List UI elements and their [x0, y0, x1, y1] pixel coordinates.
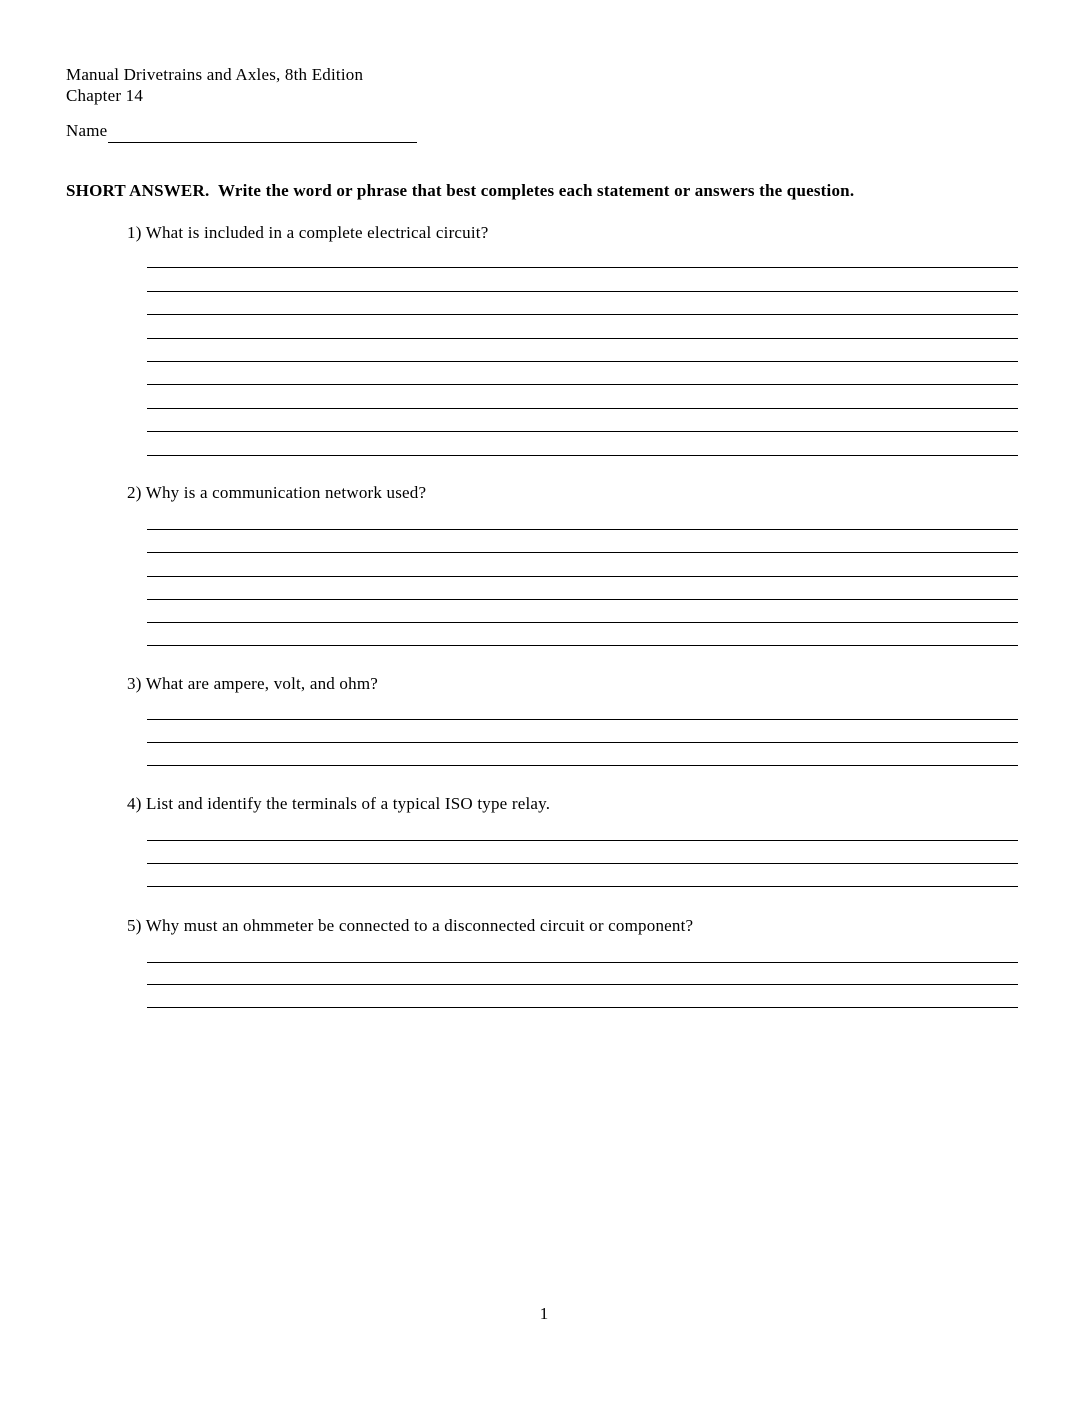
answer-line[interactable] — [147, 963, 1018, 986]
answer-line[interactable] — [147, 623, 1018, 646]
answer-line[interactable] — [147, 743, 1018, 766]
answer-line[interactable] — [147, 697, 1018, 720]
answer-lines-group — [147, 697, 1018, 766]
chapter-label: Chapter 14 — [66, 86, 144, 105]
answer-line[interactable] — [147, 315, 1018, 338]
question-text: 4) List and identify the terminals of a typical ISO type relay. — [127, 794, 551, 813]
question-text: 1) What is included in a complete electrical circuit? — [127, 223, 489, 242]
answer-line[interactable] — [147, 841, 1018, 864]
question-text: 5) Why must an ohmmeter be connected to a disconnected circuit or component? — [127, 916, 694, 935]
answer-line[interactable] — [147, 864, 1018, 887]
page-number: 1 — [539, 1304, 549, 1323]
answer-line[interactable] — [147, 507, 1018, 530]
answer-line[interactable] — [147, 818, 1018, 841]
name-label: Name — [66, 121, 108, 140]
answer-line[interactable] — [147, 432, 1018, 455]
answer-line[interactable] — [147, 268, 1018, 291]
answer-line[interactable] — [147, 362, 1018, 385]
answer-line[interactable] — [147, 940, 1018, 963]
question-text: 3) What are ampere, volt, and ohm? — [127, 674, 379, 693]
answer-line[interactable] — [147, 720, 1018, 743]
answer-line[interactable] — [147, 553, 1018, 576]
question-text: 2) Why is a communication network used? — [127, 483, 427, 502]
answer-line[interactable] — [147, 245, 1018, 268]
answer-lines-group — [147, 507, 1018, 646]
answer-line[interactable] — [147, 577, 1018, 600]
answer-lines-group — [147, 940, 1018, 1008]
answer-line[interactable] — [147, 385, 1018, 408]
name-row — [66, 121, 417, 143]
name-input-line[interactable] — [108, 121, 417, 143]
answer-line[interactable] — [147, 530, 1018, 553]
answer-line[interactable] — [147, 985, 1018, 1008]
answer-lines-group — [147, 818, 1018, 887]
answer-line[interactable] — [147, 409, 1018, 432]
section-heading: SHORT ANSWER. Write the word or phrase that best completes each statement or answers the question. — [66, 181, 855, 200]
book-title: Manual Drivetrains and Axles, 8th Edition — [66, 65, 364, 84]
answer-line[interactable] — [147, 292, 1018, 315]
answer-lines-group — [147, 245, 1018, 456]
answer-line[interactable] — [147, 600, 1018, 623]
answer-line[interactable] — [147, 339, 1018, 362]
document-header — [66, 64, 363, 106]
